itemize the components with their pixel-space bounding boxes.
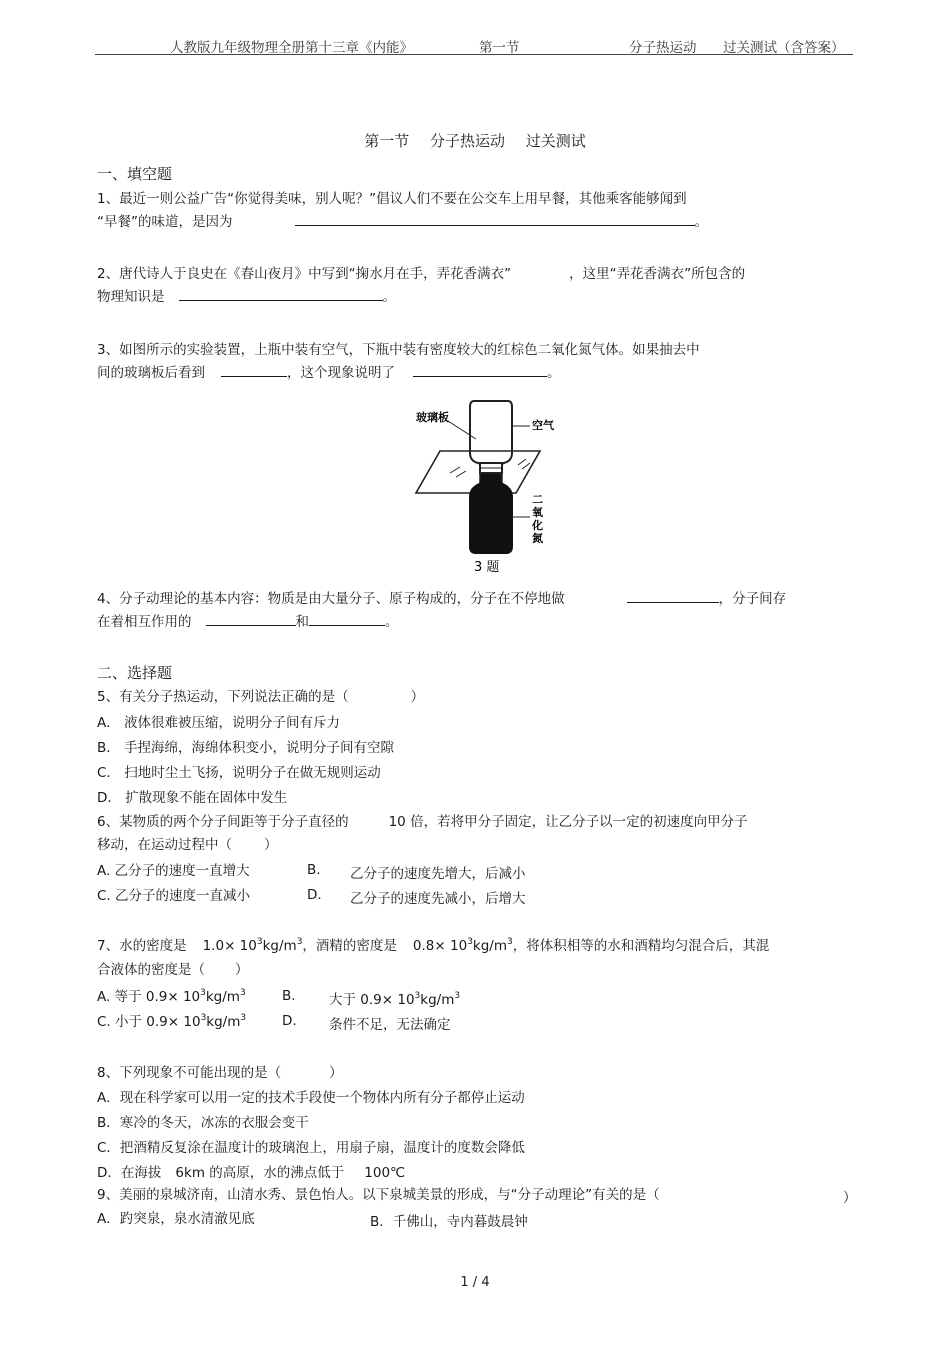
- q1-line2: [97, 213, 708, 231]
- q7-unit: kg/m: [262, 938, 297, 954]
- q6-option-b-letter: B.: [307, 862, 321, 878]
- q5-option-b: B． 手捏海绵，海绵体积变小，说明分子间有空隙: [97, 740, 395, 756]
- q4-text-d: 和: [295, 614, 309, 630]
- q7-exp: 3: [414, 991, 421, 1001]
- q9-stem: 9、美丽的泉城济南，山清水秀、景色怡人。以下泉城美景的形成，与“分子动理论”有关的是（: [97, 1187, 660, 1203]
- q4-line2: [97, 613, 399, 631]
- q3-answer-blank-1[interactable]: [221, 364, 287, 377]
- upper-bottle: [470, 401, 512, 465]
- header-book-title: 人教版九年级物理全册第十三章《内能》: [170, 40, 413, 56]
- q5-option-c: C． 扫地时尘土飞扬，说明分子在做无规则运动: [97, 765, 381, 781]
- q7-unit: kg/m: [205, 989, 240, 1005]
- q7-exp: 3: [467, 937, 473, 947]
- q4-text-b: ，分子间存: [718, 591, 787, 607]
- q5-option-d: D． 扩散现象不能在固体中发生: [97, 790, 288, 806]
- q6-option-c: C. 乙分子的速度一直减小: [97, 888, 251, 904]
- q2-text-c: 物理知识是: [97, 289, 165, 305]
- q5-stem-text: 5、有关分子热运动，下列说法正确的是（: [97, 689, 349, 705]
- air-label: 空气: [532, 419, 554, 432]
- apparatus-drawing: [410, 395, 580, 575]
- q7-water-density: 1.0× 10: [202, 938, 257, 954]
- gas-label-char: 化: [532, 519, 543, 532]
- q1-end: 。: [694, 214, 708, 230]
- q7-unit: kg/m: [206, 1014, 241, 1030]
- q7-text-b: ，酒精的密度是: [302, 938, 397, 954]
- q7-option-c-text: C. 小于 0.9× 10: [97, 1014, 201, 1030]
- q6-text-b: 10 倍，若将甲分子固定，让乙分子以一定的初速度向甲分子: [388, 814, 748, 830]
- q8-stem-text: 8、下列现象不可能出现的是（: [97, 1065, 282, 1081]
- q8-option-d: [97, 1164, 405, 1182]
- q7-option-a: [97, 988, 246, 1006]
- q6-option-a: A. 乙分子的速度一直增大: [97, 863, 250, 879]
- q8-option-d-c: 100℃: [364, 1165, 406, 1181]
- glass-hatch: [456, 471, 466, 477]
- q8-option-d-a: D．在海拔: [97, 1165, 162, 1181]
- q6-text-d: ）: [264, 837, 278, 853]
- q4-answer-blank-3[interactable]: [309, 613, 385, 626]
- q3-text-a: 间的玻璃板后看到: [97, 365, 205, 381]
- title-topic: 分子热运动: [429, 132, 505, 150]
- q5-stem: [97, 688, 424, 706]
- q3-line2: [97, 364, 561, 382]
- q7-option-b-text: 大于 0.9× 10: [329, 992, 415, 1008]
- section-heading-choice: 二、选择题: [97, 664, 173, 682]
- q6-line1: [97, 813, 748, 831]
- q9-option-a: A．趵突泉，泉水清澈见底: [97, 1211, 255, 1227]
- q8-option-b: B．寒冷的冬天，冰冻的衣服会变干: [97, 1115, 309, 1131]
- title-section: 第一节: [364, 132, 410, 150]
- q6-text-a: 6、某物质的两个分子间距等于分子直径的: [97, 814, 349, 830]
- lower-neck: [480, 473, 502, 483]
- q8-option-a: A．现在科学家可以用一定的技术手段使一个物体内所有分子都停止运动: [97, 1090, 525, 1106]
- q7-line1: [97, 937, 769, 955]
- section-heading-fill: 一、填空题: [97, 165, 173, 183]
- q7-unit-exp: 3: [240, 1013, 247, 1023]
- q7-alcohol-density: 0.8× 10: [412, 938, 468, 954]
- q6-option-b: 乙分子的速度先增大，后减小: [350, 866, 526, 882]
- q7-line2: [97, 961, 249, 979]
- title-test: 过关测试: [525, 132, 586, 150]
- q4-answer-blank-1[interactable]: [627, 590, 719, 603]
- q2-line2: [97, 288, 396, 306]
- q7-unit-exp: 3: [507, 937, 513, 947]
- header-rule: [95, 54, 853, 55]
- lower-bottle: [470, 483, 512, 553]
- q7-unit-exp: 3: [239, 988, 246, 998]
- header-test: 过关测试（含答案）: [723, 40, 845, 56]
- q7-option-d-letter: D.: [282, 1013, 297, 1029]
- q1-line1: 1、最近一则公益广告“你觉得美味，别人呢？”倡议人们不要在公交车上用早餐，其他乘客能够闻到: [97, 191, 687, 207]
- page-number: 1 / 4: [460, 1275, 490, 1290]
- q7-exp: 3: [200, 1013, 207, 1023]
- glass-hatch: [518, 459, 526, 465]
- q5-option-a: A． 液体很难被压缩，说明分子间有斥力: [97, 715, 341, 731]
- header-topic: 分子热运动: [629, 40, 697, 56]
- q4-answer-blank-2[interactable]: [206, 613, 296, 626]
- q7-text-d: 合液体的密度是（: [97, 962, 205, 978]
- q7-option-b-letter: B.: [282, 988, 296, 1004]
- q2-line1: [97, 265, 745, 283]
- q7-option-d: 条件不足，无法确定: [329, 1017, 451, 1033]
- glass-hatch: [450, 467, 460, 473]
- gas-label-char: 二: [532, 493, 543, 506]
- q4-end: 。: [385, 614, 399, 630]
- q6-text-c: 移动，在运动过程中（: [97, 837, 232, 853]
- q9-stem-close: ）: [843, 1190, 857, 1206]
- q7-unit-exp: 3: [296, 937, 303, 947]
- q7-option-a-text: A. 等于 0.9× 10: [97, 989, 201, 1005]
- q3-end: 。: [547, 365, 561, 381]
- q6-option-d-letter: D.: [307, 887, 322, 903]
- glass-hatch: [522, 463, 530, 469]
- q2-end: 。: [382, 289, 396, 305]
- q3-text-b: ，这个现象说明了: [287, 365, 395, 381]
- q7-option-c: [97, 1013, 246, 1031]
- q9-option-b: B．千佛山，寺内暮鼓晨钟: [370, 1214, 528, 1230]
- q7-unit: kg/m: [420, 992, 455, 1008]
- page-title: [0, 130, 950, 151]
- q7-text-c: ，将体积相等的水和酒精均匀混合后，其混: [512, 938, 770, 954]
- q1-text: “早餐”的味道，是因为: [97, 214, 233, 230]
- q7-unit: kg/m: [472, 938, 508, 954]
- q6-option-d: 乙分子的速度先减小，后增大: [350, 891, 526, 907]
- diffusion-apparatus-figure: [410, 395, 580, 575]
- q5-stem-close: ）: [410, 689, 425, 705]
- q1-answer-blank[interactable]: [295, 213, 695, 226]
- gas-label-char: 氧: [532, 506, 543, 519]
- figure-caption: 3 题: [474, 560, 500, 575]
- q4-text-c: 在着相互作用的: [97, 614, 192, 630]
- q2-text-a: 2、唐代诗人于良史在《春山夜月》中写到“掬水月在手，弄花香满衣”: [97, 266, 512, 282]
- q7-text-e: ）: [235, 962, 249, 978]
- q3-line1: 3、如图所示的实验装置，上瓶中装有空气，下瓶中装有密度较大的红棕色二氧化氮气体。如果抽去中: [97, 342, 700, 358]
- q2-text-b: ，这里“弄花香满衣”所包含的: [569, 266, 746, 282]
- q7-text-a: 7、水的密度是: [97, 938, 187, 954]
- q7-unit-exp: 3: [454, 991, 461, 1001]
- q4-line1: [97, 590, 786, 608]
- q8-stem: [97, 1064, 343, 1082]
- q8-stem-close: ）: [329, 1065, 343, 1081]
- q8-option-c: C．把酒精反复涂在温度计的玻璃泡上，用扇子扇，温度计的度数会降低: [97, 1140, 525, 1156]
- q7-exp: 3: [200, 988, 206, 998]
- q6-line2: [97, 836, 278, 854]
- gas-label-char: 氮: [532, 532, 543, 545]
- q7-option-b: [329, 988, 460, 1008]
- header-section: 第一节: [479, 40, 520, 56]
- q3-answer-blank-2[interactable]: [413, 364, 547, 377]
- q4-text-a: 4、分子动理论的基本内容：物质是由大量分子、原子构成的，分子在不停地做: [97, 591, 565, 607]
- q2-answer-blank[interactable]: [179, 288, 383, 301]
- q7-exp: 3: [256, 937, 263, 947]
- q8-option-d-b: 6km 的高原，水的沸点低于: [175, 1165, 345, 1181]
- glass-label: 玻璃板: [416, 411, 449, 424]
